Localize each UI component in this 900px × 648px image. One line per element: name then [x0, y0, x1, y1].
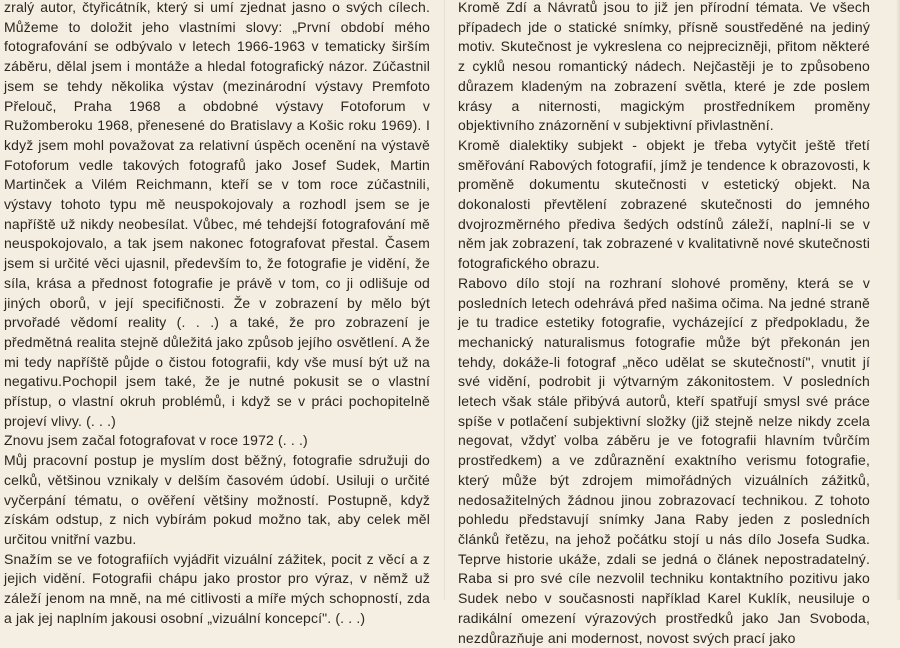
right-text-column	[458, 0, 870, 648]
left-text-column	[4, 0, 430, 629]
paragraph: Rabovo dílo stojí na rozhraní slohové proměny, která se v posledních letech odehrává před našima očima. Na jedné straně je tu tradice estetiky fotografie, vycházející z předpokladu, že mechanický naturalismus fotografie může být překonán jen tehdy, dokáže-li fotograf „něco udělat se skutečností", vnutit jí své vidění, podrobit ji výtvarným zákonitostem. V posledních letech však stále přibývá autorů, kteří spatřují smysl své práce spíše v potlačení subjektivní složky (již stejně nelze nikdy zcela negovat, vždyť volba záběru je ve fotografii hlavním tvůrčím prostředkem) a ve zdůraznění exaktního verismu fotografie, který může být zdrojem mimořádných vizuálních zážitků, nedosažitelných žádnou jinou zobrazovací technikou. Z tohoto pohledu představují snímky Jana Raby jeden z posledních článků řetězu, na jehož počátku stojí u nás dílo Josefa Sudka. Teprve historie ukáže, zdali se jedná o článek nepostradatelný. Raba si pro své cíle nezvolil techniku kontaktního pozitivu jako Sudek nebo v současnosti například Karel Kuklík, neusiluje o radikální omezení výrazových prostředků jako Jan Svoboda, nezdůrazňuje ani modernost, novost svých prací jako	[458, 274, 870, 646]
paragraph: Kromě dialektiky subjekt - objekt je třeba vytyčit ještě třetí směřování Rabových fotografií, jímž je tendence k obrazovosti, k proměně dokumentu skutečnosti v estetický objekt. Na dokonalosti převtělení zobrazené skutečnosti do jemného dvojrozměrného předіva šedých odstínů záleží, naplní-li se v něm jak zobrazení, tak zobrazené v kvalitativně nové skutečnosti fotografického obrazu.	[458, 136, 870, 272]
paragraph: Můj pracovní postup je myslím dost běžný, fotografie sdružuji do celků, většinou vznikaly v delším časovém údobí. Usiluji o určité vyčerpání tématu, o ověření většiny možností. Postupně, když získám odstup, z nich vybírám pokud možno tak, aby celek měl určitou vnitřní vazbu.	[4, 452, 430, 547]
paragraph: Snažím se ve fotografiích vyjádřit vizuální zážitek, pocit z věcí a z jejich vidění. Fotografii chápu jako prostor pro výraz, v němž už záleží jenom na mně, na mé citlivosti a míře mých schopností, zda a jak jej naplním jakousi osobní „vizuální koncepcí". (. . .)	[4, 550, 430, 626]
paragraph: Znovu jsem začal fotografovat v roce 1972 (. . .)	[4, 432, 308, 449]
page-edge-shadow	[896, 0, 900, 600]
column-gutter	[444, 0, 445, 600]
paragraph: zralý autor, čtyřicátník, který si umí zjednat jasno o svých cílech. Můžeme to doložit jeho vlastními slovy: „První období mého fotografování se odbývalo v letech 1966-1963 v tematicky širším záběru, dělal jsem i montáže a hledal fotografický názor. Zúčastnil jsem se tehdy několika výstav (mezinárodní výstavy Premfoto Přelouč, Praha 1968 a obdobné výstavy Fotoforum v Ružomberoku 1968, přenesené do Bratislavy a Košic roku 1969). I když jsem mohl považovat za relativní úspěch ocenění na výstavě Fotoforum vedle takových fotografů jako Josef Sudek, Martin Martinček a Vilém Reichmann, kteří se v tom roce zúčastnili, výstavy tohoto typu mě neuspokojovaly a rozhodl jsem se je napříště už nikdy neobesílat. Vůbec, mé tehdejší fotografování mě neuspokojovalo, a tak jsem nakonec fotografovat přestal. Časem jsem si určité věci ujasnil, především to, že fotografie je vidění, že síla, krása a přednost fotografie je právě v tom, co ji odlišuje od jiných oborů, v její specifičnosti. Že v zobrazení by mělo být prvořadé vědomí reality (. . .) a také, že pro zobrazení je předmětná realita stejně důležitá jako způsob jejího osvětlení. A že mi tedy napříště půjde o čistou fotografii, kdy vše musí být už na negativu.Pochopil jsem také, že je nutné pokusit se o vlastní přístup, o vlastní okruh problémů, i když se v práci pochopitelně projeví vlivy. (. . .)	[4, 0, 430, 429]
paragraph: Kromě Zdí a Návratů jsou to již jen přírodní témata. Ve všech případech jde o statické snímky, přísně soustředěné na jediný motiv. Skutečnost je vykreslena co nejpreciznĕji, přitom některé z cyklů nesou romantický nádech. Nejčastěji je to způsobeno důrazem kladeným na zobrazení světla, které je zde poslem krásy a niternosti, magickým prostředníkem proměny objektivního znázornění v subjektivní přivlastnění.	[458, 0, 870, 134]
